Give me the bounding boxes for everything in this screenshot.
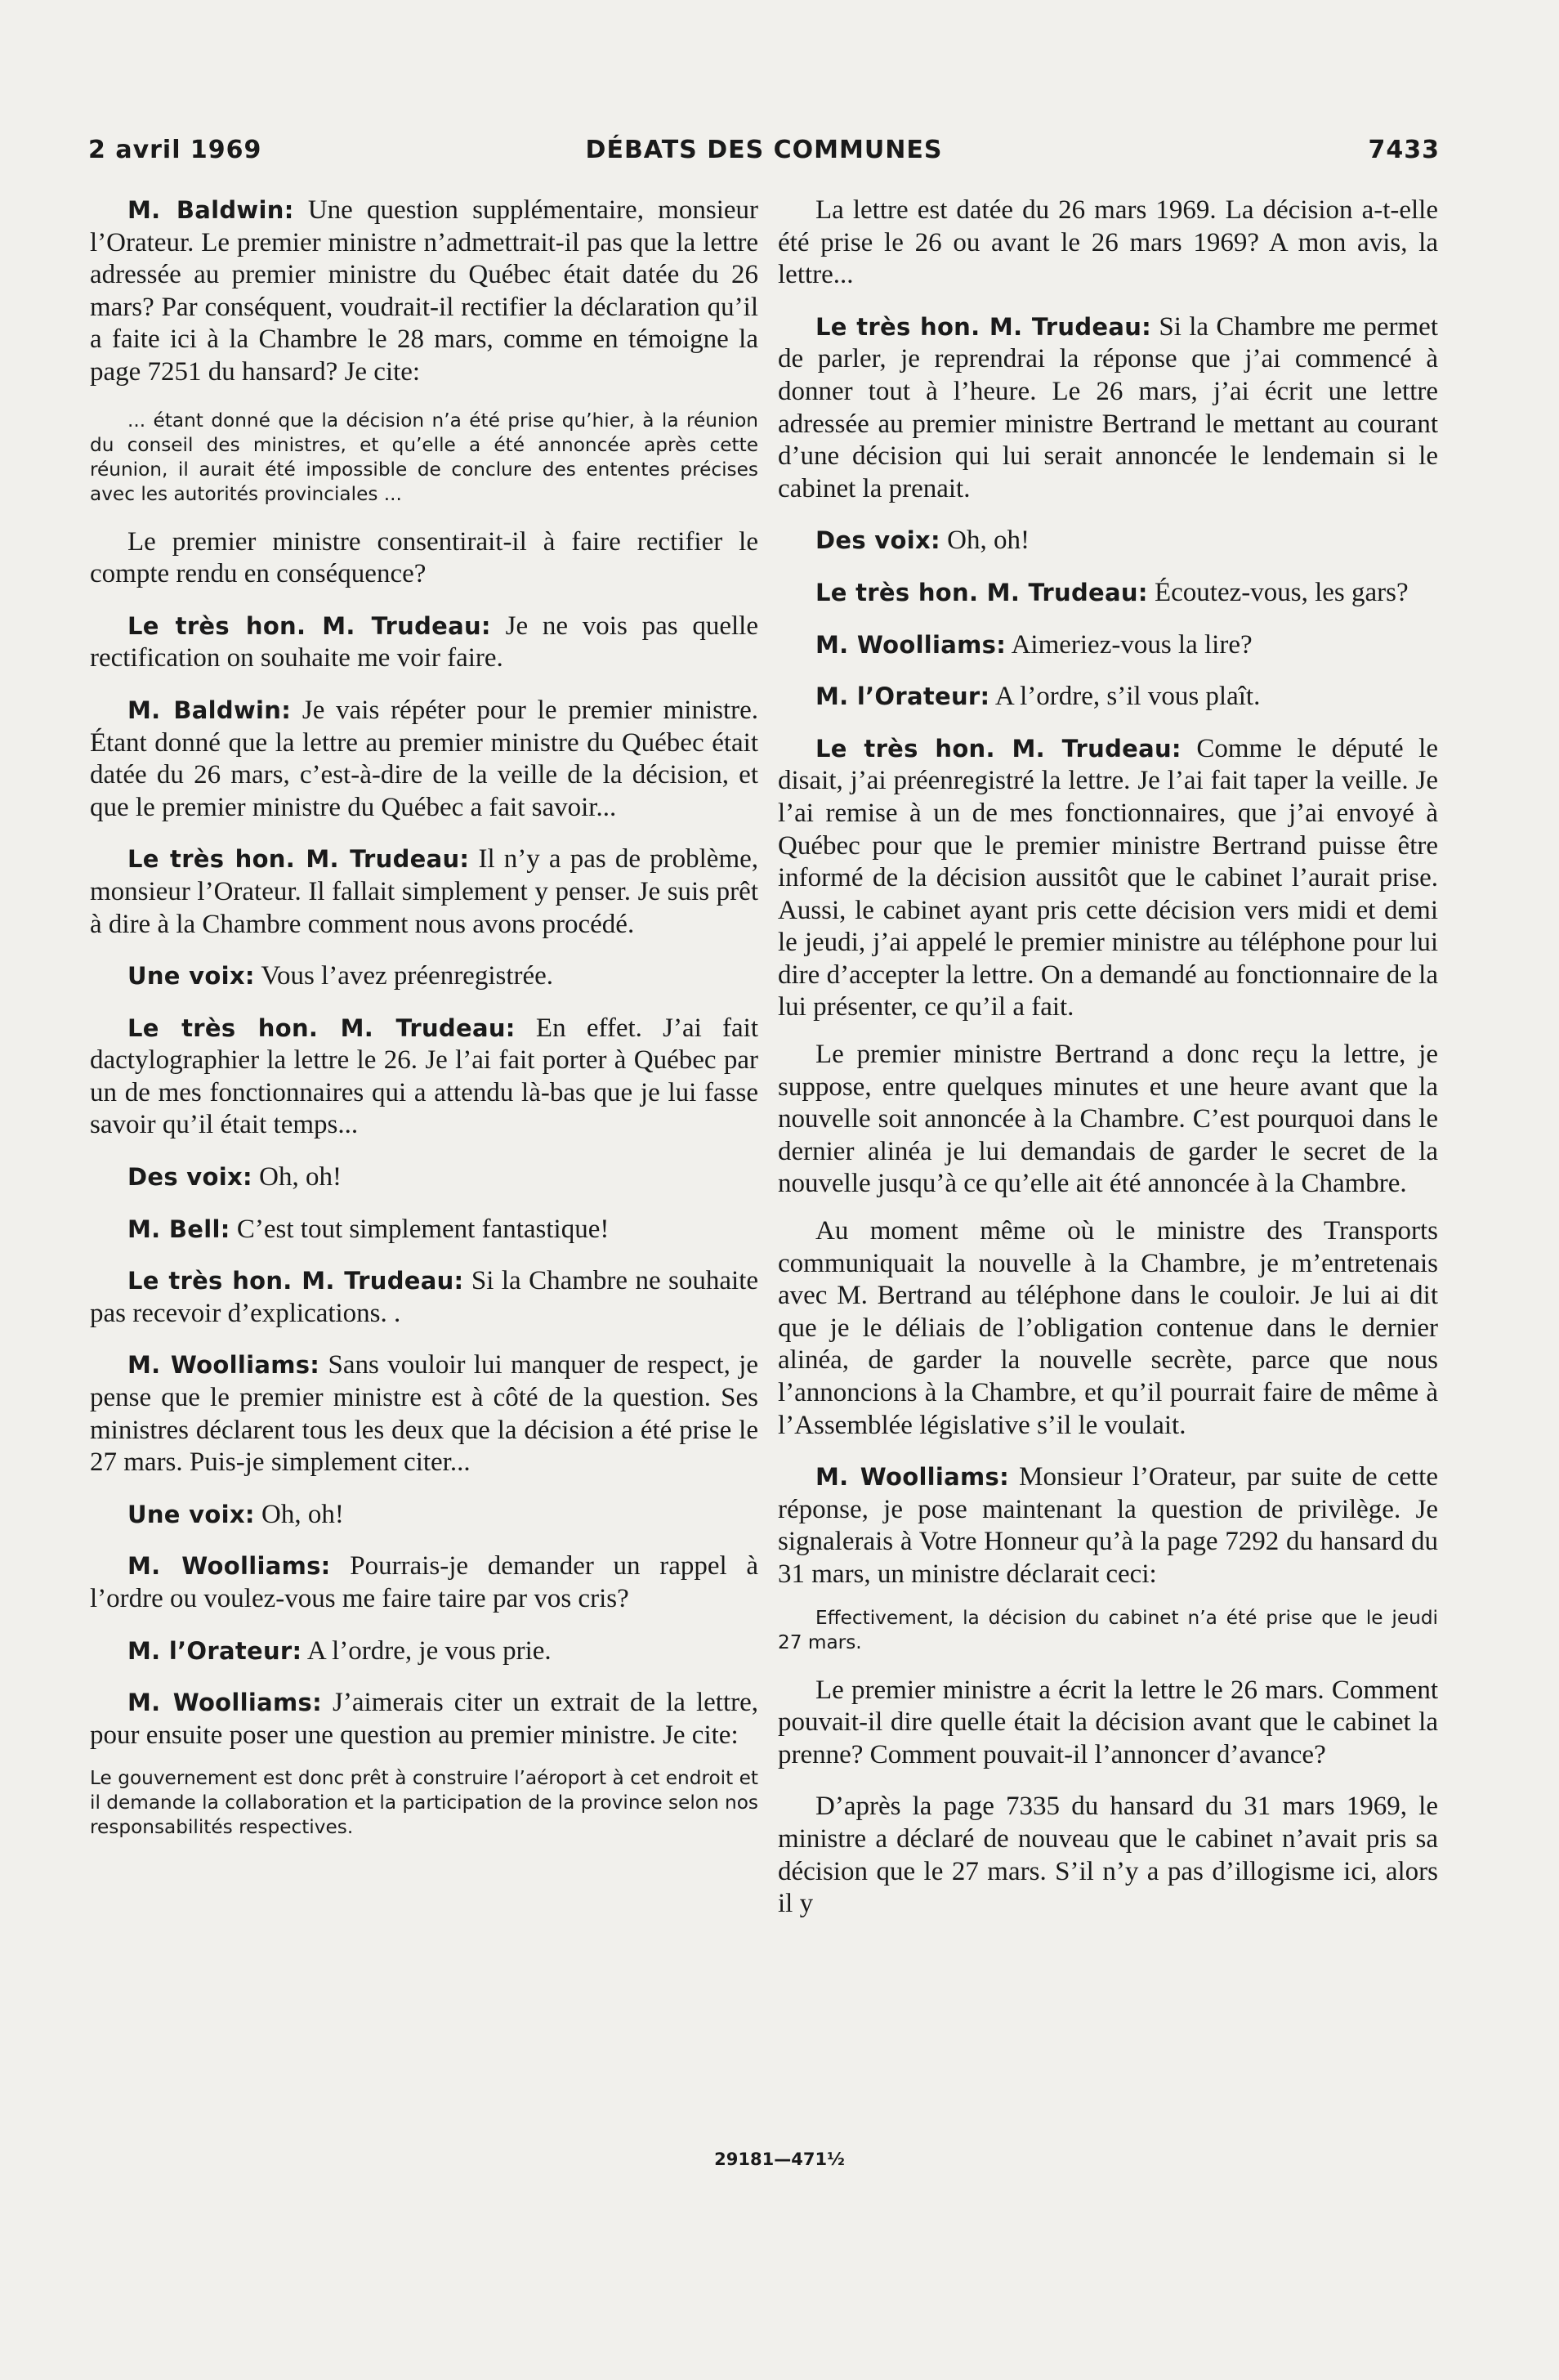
speaker-name: M. l’Orateur:: [127, 1636, 302, 1665]
paragraph: [90, 1499, 758, 1532]
paragraph: [90, 1013, 758, 1142]
right-column: [778, 195, 1438, 1940]
paragraph: [778, 525, 1438, 557]
header-page-number: 7433: [1368, 136, 1440, 164]
paragraph: [90, 960, 758, 993]
page-footer-code: 29181—471½: [714, 2150, 845, 2169]
speaker-name: Le très hon. M. Trudeau:: [815, 578, 1148, 606]
speaker-name: M. Woolliams:: [815, 1463, 1010, 1492]
paragraph: [778, 577, 1438, 610]
page-header: [88, 136, 1440, 173]
paragraph: [90, 1687, 758, 1751]
speaker-name: Une voix:: [127, 962, 255, 991]
speaker-name: M. Baldwin:: [127, 196, 294, 224]
block-quote: ... étant donné que la décision n’a été prise qu’hier, à la réunion du conseil des ministres, et qu’elle a été annoncée après cette réunion, il aurait été impossible de conclure des ententes précises avec les autorités provinciales ...: [90, 409, 758, 505]
left-column: [90, 195, 758, 1840]
paragraph-text: Oh, oh!: [259, 1162, 342, 1192]
speaker-name: M. Baldwin:: [127, 696, 292, 724]
paragraph: Au moment même où le ministre des Transports communiquait la nouvelle à la Chambre, je m’entretenais avec M. Bertrand au téléphone dans le couloir. Je lui ai dit que je le déliais de l’obligation contenue dans le dernier alinéa, de garder la nouvelle secrète, parce que nous l’annoncions à la Chambre, et qu’il pourrait faire de même à l’Assemblée législative s’il le voulait.: [778, 1216, 1438, 1440]
paragraph: [778, 311, 1438, 506]
paragraph: [778, 629, 1438, 662]
speaker-name: Des voix:: [815, 526, 940, 555]
paragraph-text: Je vais répéter pour le premier ministre. Étant donné que la lettre au premier ministre du Québec était datée du 26 mars, c’est-à-dire de la veille de la décision, et que le premier ministre du Québec a fait savoir...: [90, 695, 759, 822]
paragraph: [778, 1461, 1438, 1590]
speaker-name: Le très hon. M. Trudeau:: [815, 734, 1182, 763]
header-title: DÉBATS DES COMMUNES: [585, 136, 943, 164]
speaker-name: M. Woolliams:: [127, 1689, 322, 1717]
paragraph-text: J’aimerais citer un extrait de la lettre, pour ensuite poser une question au premier ministre. Je cite:: [90, 1688, 758, 1750]
speaker-name: Une voix:: [127, 1500, 255, 1528]
paragraph: [90, 1550, 758, 1615]
paragraph-text: A l’ordre, je vous prie.: [306, 1635, 552, 1666]
paragraph-text: C’est tout simplement fantastique!: [236, 1214, 610, 1244]
speaker-name: Le très hon. M. Trudeau:: [815, 312, 1152, 341]
speaker-name: M. Woolliams:: [127, 1351, 320, 1380]
speaker-name: Le très hon. M. Trudeau:: [127, 1267, 464, 1295]
paragraph: [90, 1161, 758, 1194]
paragraph: Le premier ministre a écrit la lettre le 26 mars. Comment pouvait-il dire quelle était la décision avant que le cabinet la prenne? Comment pouvait-il l’annoncer d’avance?: [778, 1675, 1438, 1769]
paragraph-text: A l’ordre, s’il vous plaît.: [994, 682, 1261, 712]
block-quote: Effectivement, la décision du cabinet n’a été prise que le jeudi 27 mars.: [778, 1606, 1438, 1653]
paragraph-text: Comme le député le disait, j’ai préenregistré la lettre. Je l’ai fait taper la veille. Je l’ai remise à un de mes fonctionnaires, que j’ai envoyé à Québec pour que le premier ministre Bertrand puisse être informé de la décision aussitôt que le cabinet l’aurait prise. Aussi, le cabinet ayant pris cette décision vers midi et demi le jeudi, j’ai appelé le premier ministre au téléphone pour lui dire d’accepter la lettre. On a demandé au fonctionnaire de la lui présenter, ce qu’il a fait.: [778, 733, 1439, 1022]
paragraph-text: Vous l’avez préenregistrée.: [261, 961, 554, 991]
paragraph-text: En effet. J’ai fait dactylographier la lettre le 26. Je l’ai fait porter à Québec par un de mes fonctionnaires qui a attendu là-bas que je lui fasse savoir qu’il était temps...: [90, 1013, 759, 1140]
speaker-name: M. l’Orateur:: [815, 682, 990, 711]
paragraph: [90, 843, 758, 941]
paragraph: La lettre est datée du 26 mars 1969. La décision a-t-elle été prise le 26 ou avant le 26 mars 1969? A mon avis, la lettre...: [778, 195, 1438, 290]
paragraph: [778, 681, 1438, 714]
speaker-name: M. Woolliams:: [127, 1552, 331, 1581]
paragraph: [90, 1635, 758, 1668]
paragraph: D’après la page 7335 du hansard du 31 mars 1969, le ministre a déclaré de nouveau que le cabinet n’avait pris sa décision que le 27 mars. S’il n’y a pas d’illogisme ici, alors il y: [778, 1792, 1438, 1919]
paragraph: [778, 733, 1438, 1024]
paragraph-text: Si la Chambre me permet de parler, je reprendrai la réponse que j’ai commencé à donner tout à l’heure. Le 26 mars, j’ai écrit une lettre adressée au premier ministre Bertrand le mettant au courant d’une décision qui lui serait annoncée le lendemain si le cabinet la prenait.: [778, 311, 1438, 503]
paragraph: Le premier ministre Bertrand a donc reçu la lettre, je suppose, entre quelques minutes et une heure avant que la nouvelle soit annoncée à la Chambre. C’est pourquoi dans le dernier alinéa je lui demandais de garder le secret de la nouvelle jusqu’à ce qu’elle ait été annoncée à la Chambre.: [778, 1040, 1438, 1199]
paragraph-text: Sans vouloir lui manquer de respect, je pense que le premier ministre est à côté de la question. Ses ministres déclarent tous les deux que la décision a été prise le 27 mars. Puis-je simplement citer...: [90, 1350, 758, 1478]
paragraph: [90, 1349, 758, 1479]
paragraph-text: Une question supplémentaire, monsieur l’Orateur. Le premier ministre n’admettrait-il pas que la lettre adressée au premier ministre du Québec était datée du 26 mars? Par conséquent, voudrait-il rectifier la déclaration qu’il a faite ici à la Chambre le 28 mars, comme en témoigne la page 7251 du hansard? Je cite:: [90, 195, 759, 387]
paragraph-text: Il n’y a pas de problème, monsieur l’Orateur. Il fallait simplement y penser. Je suis prêt à dire à la Chambre comment nous avons procédé.: [90, 844, 759, 939]
paragraph: [90, 195, 758, 389]
header-date: 2 avril 1969: [88, 136, 262, 164]
paragraph-text: Oh, oh!: [261, 1499, 344, 1529]
paragraph-text: Aimeriez-vous la lire?: [1011, 629, 1253, 660]
paragraph: Le premier ministre consentirait-il à faire rectifier le compte rendu en conséquence?: [90, 526, 758, 589]
paragraph: [90, 611, 758, 675]
speaker-name: M. Woolliams:: [815, 630, 1007, 659]
speaker-name: Le très hon. M. Trudeau:: [127, 611, 491, 640]
speaker-name: M. Bell:: [127, 1215, 230, 1243]
paragraph-text: Monsieur l’Orateur, par suite de cette réponse, je pose maintenant la question de privilège. Je signalerais à Votre Honneur qu’à la page 7292 du hansard du 31 mars, un ministre déclarait ceci:: [778, 1462, 1438, 1589]
paragraph-text: Si la Chambre ne souhaite pas recevoir d’explications. .: [90, 1266, 759, 1328]
paragraph-text: Je ne vois pas quelle rectification on souhaite me voir faire.: [90, 611, 758, 673]
paragraph-text: Oh, oh!: [947, 526, 1030, 556]
speaker-name: Des voix:: [127, 1163, 252, 1192]
paragraph: [90, 1265, 758, 1330]
speaker-name: Le très hon. M. Trudeau:: [127, 845, 470, 874]
paragraph-text: Pourrais-je demander un rappel à l’ordre ou voulez-vous me faire taire par vos cris?: [90, 1551, 758, 1613]
speaker-name: Le très hon. M. Trudeau:: [127, 1013, 516, 1042]
paragraph: [90, 695, 758, 824]
paragraph: [90, 1214, 758, 1246]
block-quote: Le gouvernement est donc prêt à construire l’aéroport à cet endroit et il demande la collaboration et la participation de la province selon nos responsabilités respectives.: [90, 1767, 758, 1839]
paragraph-text: Écoutez-vous, les gars?: [1154, 577, 1409, 607]
